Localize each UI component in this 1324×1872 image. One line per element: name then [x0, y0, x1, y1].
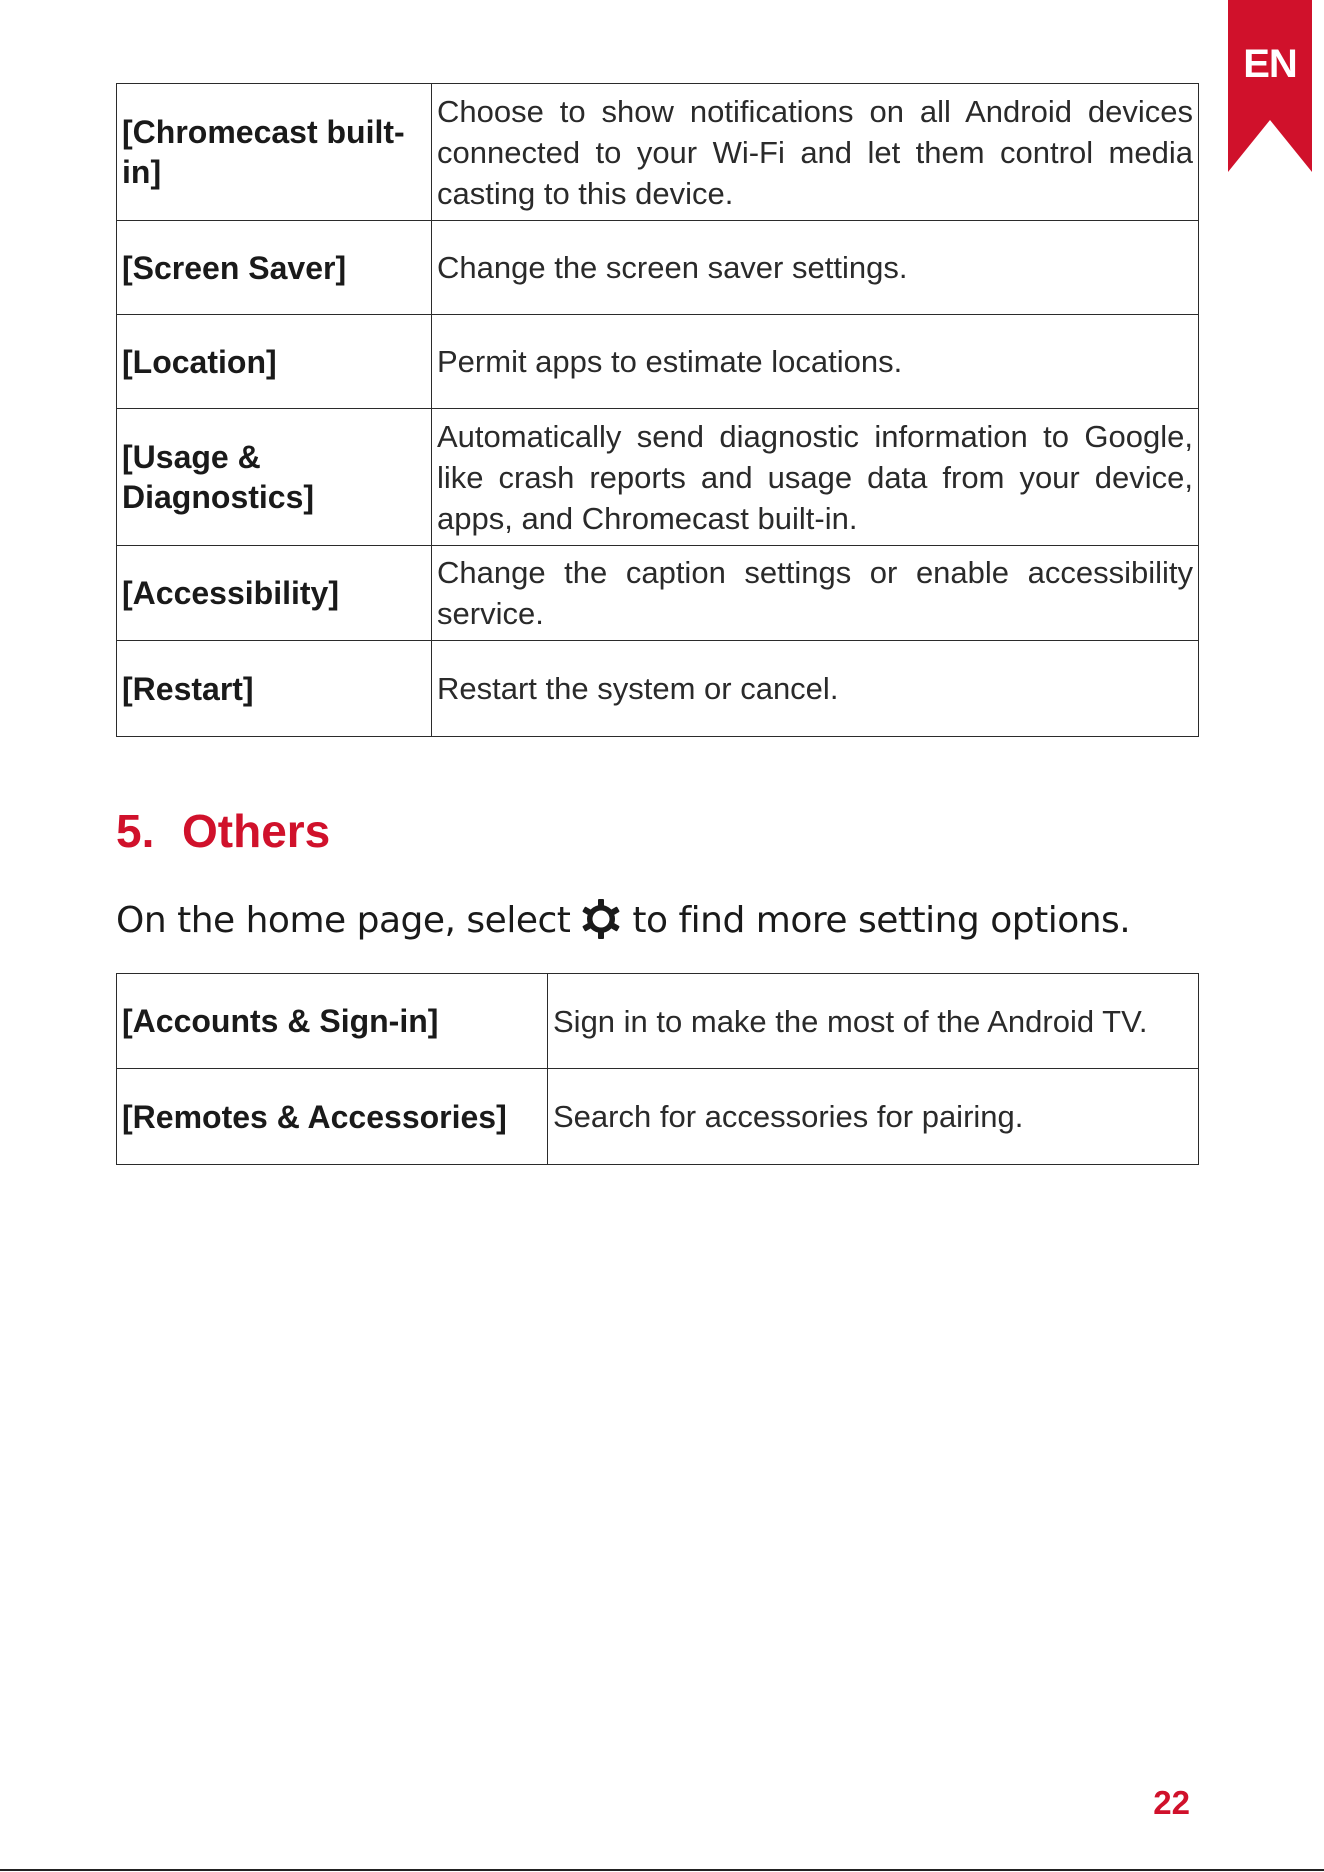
intro-text-before: On the home page, select: [116, 900, 571, 941]
intro-text-after: to find more setting options.: [632, 900, 1131, 941]
setting-description: Restart the system or cancel.: [432, 641, 1199, 737]
language-label: EN: [1243, 42, 1297, 86]
settings-table-others: [116, 973, 1199, 1165]
setting-description: Choose to show notifications on all Android devices connected to your Wi-Fi and let them control media casting to this device.: [432, 84, 1199, 221]
bottom-rule: [0, 1869, 1324, 1871]
setting-description: Permit apps to estimate locations.: [432, 315, 1199, 409]
setting-name: [Location]: [117, 315, 432, 409]
setting-description: Change the screen saver settings.: [432, 221, 1199, 315]
section-heading: [116, 804, 330, 858]
language-tab: [1228, 0, 1312, 172]
settings-table-system: [116, 83, 1199, 737]
setting-name: [Accounts & Sign-in]: [117, 974, 548, 1069]
table-row: [117, 409, 1199, 546]
setting-name: [Usage & Diagnostics]: [117, 409, 432, 546]
setting-name: [Accessibility]: [117, 546, 432, 641]
setting-name: [Restart]: [117, 641, 432, 737]
setting-description: Search for accessories for pairing.: [548, 1069, 1199, 1165]
table-row: [117, 641, 1199, 737]
section-title: Others: [182, 805, 331, 857]
table-row: [117, 974, 1199, 1069]
table-row: [117, 221, 1199, 315]
setting-name: [Screen Saver]: [117, 221, 432, 315]
setting-description: Sign in to make the most of the Android TV.: [548, 974, 1199, 1069]
setting-description: Automatically send diagnostic information to Google, like crash reports and usage data from your device, apps, and Chromecast built-in.: [432, 409, 1199, 546]
setting-name: [Remotes & Accessories]: [117, 1069, 548, 1165]
page-number: 22: [1153, 1784, 1190, 1821]
table-row: [117, 546, 1199, 641]
section-number: 5.: [116, 805, 155, 857]
gear-icon: [578, 896, 624, 942]
table-row: [117, 315, 1199, 409]
setting-description: Change the caption settings or enable accessibility service.: [432, 546, 1199, 641]
table-row: [117, 84, 1199, 221]
section-intro: [116, 896, 1130, 944]
setting-name: [Chromecast built-in]: [117, 84, 432, 221]
table-row: [117, 1069, 1199, 1165]
